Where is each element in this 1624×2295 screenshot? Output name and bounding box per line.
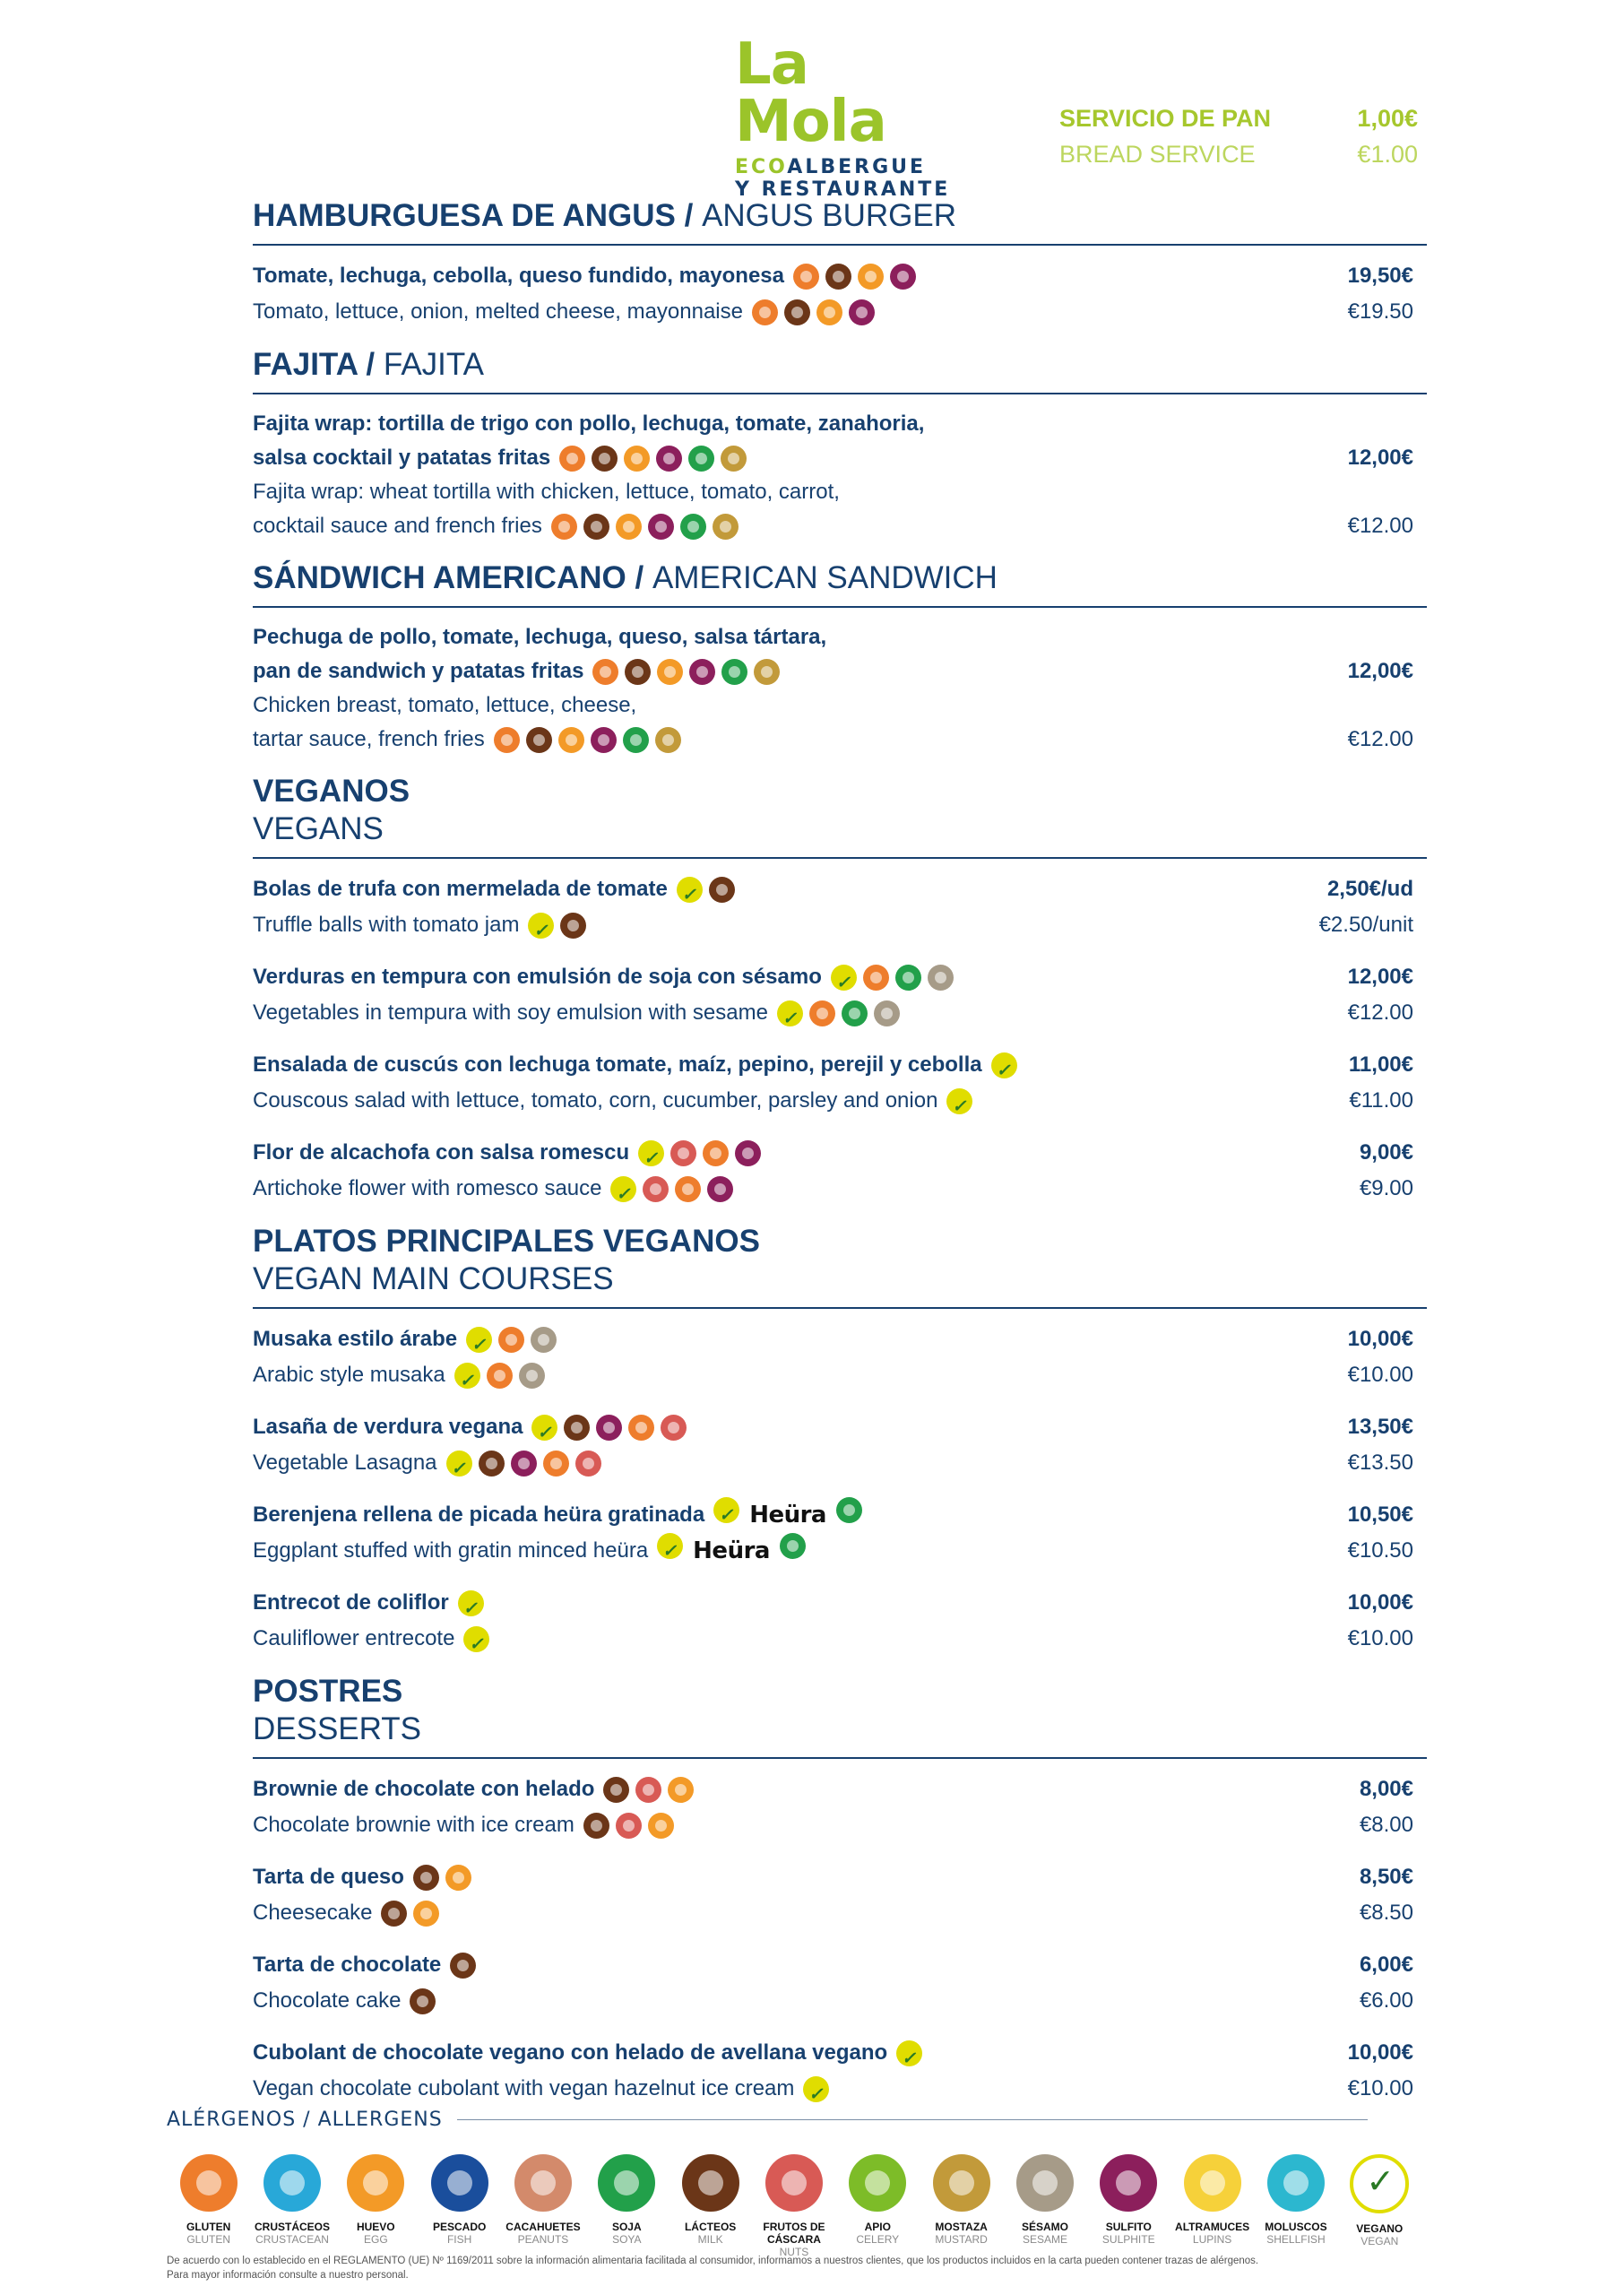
allergen-celery: APIO CELERY — [836, 2154, 920, 2258]
milk-icon — [625, 659, 651, 685]
milk-icon — [583, 1813, 609, 1839]
mustard-icon — [933, 2154, 990, 2212]
gluten-icon — [592, 659, 618, 685]
milk-icon — [682, 2154, 739, 2212]
allergen-sulphite: SULFITO SULPHITE — [1087, 2154, 1170, 2258]
gluten-icon — [752, 299, 778, 325]
allergen-legend — [167, 2109, 1421, 2258]
menu-content — [253, 197, 1427, 2123]
divider — [253, 393, 1427, 394]
price-es: 10,50€ — [1347, 1503, 1413, 1527]
sesame-icon — [1016, 2154, 1074, 2212]
sulphite-icon — [849, 299, 875, 325]
menu-item: Flor de alcachofa con salsa romescu ✓ 9,00€ Artichoke flower with romesco sauce ✓ €9.00 — [253, 1135, 1427, 1207]
price-en: €10.00 — [1347, 1363, 1413, 1387]
milk-icon — [560, 913, 586, 939]
egg-icon — [413, 1901, 439, 1927]
nuts-icon — [616, 1813, 642, 1839]
egg-icon — [445, 1865, 471, 1891]
gluten-icon — [551, 514, 577, 540]
price-es: 2,50€/ud — [1326, 877, 1413, 901]
sulphite-icon — [1100, 2154, 1157, 2212]
menu-item: Tarta de chocolate 6,00€ Chocolate cake €6.00 — [253, 1947, 1427, 2019]
price-en: €2.50/unit — [1318, 913, 1413, 937]
soy-icon — [680, 514, 706, 540]
peanut-icon — [514, 2154, 572, 2212]
section-angus-burger — [253, 197, 1427, 330]
allergen-peanuts: CACAHUETES PEANUTS — [501, 2154, 584, 2258]
section-title: PLATOS PRINCIPALES VEGANOS VEGAN MAIN COURSES — [253, 1224, 760, 1296]
section-fajita — [253, 346, 1427, 543]
logo-subtitle-2: Y RESTAURANTE — [735, 178, 951, 201]
sesame-icon — [531, 1327, 557, 1353]
divider — [253, 606, 1427, 608]
price-en: €8.50 — [1359, 1901, 1413, 1925]
allergen-mustard: MOSTAZA MUSTARD — [920, 2154, 1003, 2258]
egg-icon — [616, 514, 642, 540]
nuts-icon — [670, 1140, 696, 1166]
divider — [253, 244, 1427, 246]
allergen-crustacean: CRUSTÁCEOS CRUSTACEAN — [250, 2154, 333, 2258]
legal-footer-line-1: De acuerdo con lo establecido en el REGLAMENTO (UE) Nº 1169/2011 sobre la información alimentaria facilitada al consumidor, informamos a nuestros clientes, que los productos incluidos en la carta pueden contener trazas de alérgenos. — [167, 2256, 1259, 2266]
gluten-icon — [809, 1000, 835, 1026]
sulphite-icon — [511, 1451, 537, 1477]
vegan-icon — [991, 1052, 1017, 1078]
vegan-icon — [638, 1140, 664, 1166]
vegan-icon — [657, 1533, 683, 1559]
soy-icon — [780, 1533, 806, 1559]
sulphite-icon — [591, 727, 617, 753]
price-en: €10.50 — [1347, 1538, 1413, 1563]
fish-icon — [431, 2154, 488, 2212]
allergen-vegan: ✓ VEGANO VEGAN — [1338, 2154, 1421, 2258]
allergen-icons — [793, 264, 916, 290]
nuts-icon — [765, 2154, 823, 2212]
milk-icon — [784, 299, 810, 325]
mustard-icon — [655, 727, 681, 753]
allergen-lupins: ALTRAMUCES LUPINS — [1170, 2154, 1254, 2258]
price-es: 9,00€ — [1359, 1140, 1413, 1165]
section-vegan-main-courses — [253, 1223, 1427, 1657]
logo-wordmark: La Mola — [735, 31, 886, 155]
allergen-soy: SOJA SOYA — [585, 2154, 669, 2258]
sulphite-icon — [707, 1176, 733, 1202]
allergen-fish: PESCADO FISH — [418, 2154, 501, 2258]
soy-icon — [721, 659, 747, 685]
section-desserts — [253, 1673, 1427, 2107]
section-title: HAMBURGUESA DE ANGUS / ANGUS BURGER — [253, 198, 956, 233]
gluten-icon — [498, 1327, 524, 1353]
price-es: 6,00€ — [1359, 1953, 1413, 1977]
nuts-icon — [575, 1451, 601, 1477]
egg-icon — [657, 659, 683, 685]
price-es: 10,00€ — [1347, 1327, 1413, 1351]
crab-icon — [263, 2154, 321, 2212]
bread-label-es: SERVICIO DE PAN — [1059, 105, 1272, 132]
milk-icon — [603, 1777, 629, 1803]
heura-brand-logo: Heüra — [693, 1537, 770, 1564]
allergen-gluten: GLUTEN GLUTEN — [167, 2154, 250, 2258]
price-en: €9.00 — [1359, 1176, 1413, 1200]
menu-item: Tarta de queso 8,50€ Cheesecake €8.50 — [253, 1859, 1427, 1931]
menu-item: Cubolant de chocolate vegano con helado de avellana vegano ✓ 10,00€ Vegan chocolate cubolant with vegan hazelnut ice cream ✓ €10.00 — [253, 2035, 1427, 2107]
vegan-icon — [946, 1088, 972, 1114]
allergen-milk: LÁCTEOS MILK — [669, 2154, 752, 2258]
divider — [253, 1757, 1427, 1759]
allergen-nuts: FRUTOS DE CÁSCARA NUTS — [752, 2154, 835, 2258]
allergen-sesame: SÉSAMO SESAME — [1003, 2154, 1086, 2258]
milk-icon — [413, 1865, 439, 1891]
divider — [253, 1307, 1427, 1309]
price-es: 13,50€ — [1347, 1415, 1413, 1439]
vegan-icon — [831, 965, 857, 991]
bread-service — [1059, 100, 1418, 172]
price-es: 10,00€ — [1347, 2040, 1413, 2065]
vegan-icon — [446, 1451, 472, 1477]
milk-icon — [381, 1901, 407, 1927]
sulphite-icon — [890, 264, 916, 290]
vegan-icon — [466, 1327, 492, 1353]
soy-icon — [842, 1000, 868, 1026]
bread-price-es: 1,00€ — [1357, 105, 1418, 132]
mustard-icon — [754, 659, 780, 685]
section-title: SÁNDWICH AMERICANO / AMERICAN SANDWICH — [253, 560, 998, 595]
sesame-icon — [928, 965, 954, 991]
menu-item: Lasaña de verdura vegana ✓ 13,50€ Vegetable Lasagna ✓ €13.50 — [253, 1409, 1427, 1481]
price-en: €12.00 — [1347, 727, 1413, 751]
sesame-icon — [519, 1363, 545, 1389]
egg-icon — [858, 264, 884, 290]
gluten-icon — [559, 446, 585, 472]
menu-item: Entrecot de coliflor ✓ 10,00€ Cauliflower entrecote ✓ €10.00 — [253, 1585, 1427, 1657]
sesame-icon — [874, 1000, 900, 1026]
egg-icon — [816, 299, 842, 325]
vegan-icon — [454, 1363, 480, 1389]
sulphite-icon — [596, 1415, 622, 1441]
menu-item: Verduras en tempura con emulsión de soja con sésamo ✓ 12,00€ Vegetables in tempura with soy emulsion with sesame ✓ €12.00 — [253, 959, 1427, 1031]
price-en: €12.00 — [1347, 514, 1413, 538]
shellfish-icon — [1267, 2154, 1325, 2212]
egg-icon — [668, 1777, 694, 1803]
mustard-icon — [713, 514, 739, 540]
price-en: €10.00 — [1347, 1626, 1413, 1650]
milk-icon — [583, 514, 609, 540]
gluten-icon — [703, 1140, 729, 1166]
divider — [253, 857, 1427, 859]
gluten-icon — [487, 1363, 513, 1389]
mustard-icon — [721, 446, 747, 472]
vegan-icon — [610, 1176, 636, 1202]
soy-icon — [895, 965, 921, 991]
vegan-icon — [803, 2076, 829, 2102]
sulphite-icon — [648, 514, 674, 540]
vegan-icon — [677, 877, 703, 903]
section-vegans — [253, 773, 1427, 1207]
price-es: 19,50€ — [1347, 264, 1413, 288]
egg-icon — [648, 1813, 674, 1839]
section-title: VEGANOS VEGANS — [253, 774, 410, 846]
soy-icon — [623, 727, 649, 753]
bread-label-en: BREAD SERVICE — [1059, 141, 1256, 168]
price-en: €10.00 — [1347, 2076, 1413, 2100]
nuts-icon — [661, 1415, 687, 1441]
price-en: €6.00 — [1359, 1988, 1413, 2013]
gluten-icon — [793, 264, 819, 290]
vegan-icon — [463, 1626, 489, 1652]
gluten-icon — [863, 965, 889, 991]
gluten-icon — [543, 1451, 569, 1477]
gluten-icon — [180, 2154, 238, 2212]
section-american-sandwich — [253, 559, 1427, 757]
legal-footer — [167, 2254, 1377, 2282]
price-en: €19.50 — [1347, 299, 1413, 324]
vegan-icon — [777, 1000, 803, 1026]
allergen-egg: HUEVO EGG — [334, 2154, 418, 2258]
menu-item: Ensalada de cuscús con lechuga tomate, maíz, pepino, perejil y cebolla ✓ 11,00€ Couscous salad with lettuce, tomato, corn, cucumber, parsley and onion ✓ €11.00 — [253, 1047, 1427, 1119]
lupin-icon — [1184, 2154, 1241, 2212]
price-es: 12,00€ — [1347, 965, 1413, 989]
section-title: FAJITA / FAJITA — [253, 347, 485, 382]
price-en: €11.00 — [1349, 1088, 1413, 1113]
soy-icon — [688, 446, 714, 472]
price-en: €12.00 — [1347, 1000, 1413, 1025]
vegan-icon — [896, 2040, 922, 2066]
milk-icon — [526, 727, 552, 753]
gluten-icon — [628, 1415, 654, 1441]
menu-item: Musaka estilo árabe ✓ 10,00€ Arabic style musaka ✓ €10.00 — [253, 1321, 1427, 1393]
soy-icon — [836, 1497, 862, 1523]
vegan-icon — [528, 913, 554, 939]
gluten-icon — [494, 727, 520, 753]
milk-icon — [479, 1451, 505, 1477]
bread-price-en: €1.00 — [1357, 141, 1418, 168]
gluten-icon — [675, 1176, 701, 1202]
price-es: 8,00€ — [1359, 1777, 1413, 1801]
nuts-icon — [635, 1777, 661, 1803]
egg-icon — [347, 2154, 404, 2212]
price-en: €8.00 — [1359, 1813, 1413, 1837]
vegan-icon — [458, 1590, 484, 1616]
price-es: 12,00€ — [1347, 659, 1413, 683]
restaurant-logo — [735, 31, 968, 201]
vegan-icon — [531, 1415, 557, 1441]
menu-item: Berenjena rellena de picada heüra gratinada ✓ Heüra 10,50€ Eggplant stuffed with gratin minced heüra ✓ Heüra €10.50 — [253, 1497, 1427, 1569]
nuts-icon — [643, 1176, 669, 1202]
vegan-icon — [1350, 2154, 1409, 2213]
sulphite-icon — [689, 659, 715, 685]
egg-icon — [624, 446, 650, 472]
section-title: POSTRES DESSERTS — [253, 1674, 422, 1746]
menu-item: Pechuga de pollo, tomate, lechuga, queso, salsa tártara, pan de sandwich y patatas fritas 12,00€ Chicken breast, tomato, lettuce, cheese, tartar sauce, french fries €12.00 — [253, 620, 1427, 757]
allergen-legend-title: ALÉRGENOS / ALLERGENS — [167, 2109, 1421, 2131]
menu-item: Fajita wrap: tortilla de trigo con pollo, lechuga, tomate, zanahoria, salsa cocktail y patatas fritas 12,00€ Fajita wrap: wheat tortilla with chicken, lettuce, tomato, carrot, cocktail sauce and french fries €12.00 — [253, 407, 1427, 543]
allergen-icons — [752, 299, 875, 325]
price-es: 10,00€ — [1347, 1590, 1413, 1615]
price-en: €13.50 — [1347, 1451, 1413, 1475]
celery-icon — [849, 2154, 906, 2212]
allergen-list — [167, 2154, 1421, 2258]
price-es: 8,50€ — [1359, 1865, 1413, 1889]
price-es: 12,00€ — [1347, 446, 1413, 470]
vegan-icon — [713, 1497, 739, 1523]
logo-subtitle: ECOALBERGUE — [735, 156, 927, 178]
price-es: 11,00€ — [1348, 1052, 1413, 1077]
menu-item: Tomate, lechuga, cebolla, queso fundido, mayonesa 19,50€ Tomato, lettuce, onion, melted cheese, mayonnaise €19.50 — [253, 258, 1427, 330]
milk-icon — [825, 264, 851, 290]
milk-icon — [592, 446, 618, 472]
milk-icon — [450, 1953, 476, 1979]
egg-icon — [558, 727, 584, 753]
menu-item: Bolas de trufa con mermelada de tomate ✓ 2,50€/ud Truffle balls with tomato jam ✓ €2.50/unit — [253, 871, 1427, 943]
milk-icon — [410, 1988, 436, 2014]
sulphite-icon — [656, 446, 682, 472]
sulphite-icon — [735, 1140, 761, 1166]
milk-icon — [564, 1415, 590, 1441]
soy-icon — [598, 2154, 655, 2212]
milk-icon — [709, 877, 735, 903]
legal-footer-line-2: Para mayor información consulte a nuestro personal. — [167, 2270, 409, 2281]
allergen-shellfish: MOLUSCOS SHELLFISH — [1254, 2154, 1337, 2258]
menu-item: Brownie de chocolate con helado 8,00€ Chocolate brownie with ice cream €8.00 — [253, 1771, 1427, 1843]
heura-brand-logo: Heüra — [749, 1502, 826, 1529]
